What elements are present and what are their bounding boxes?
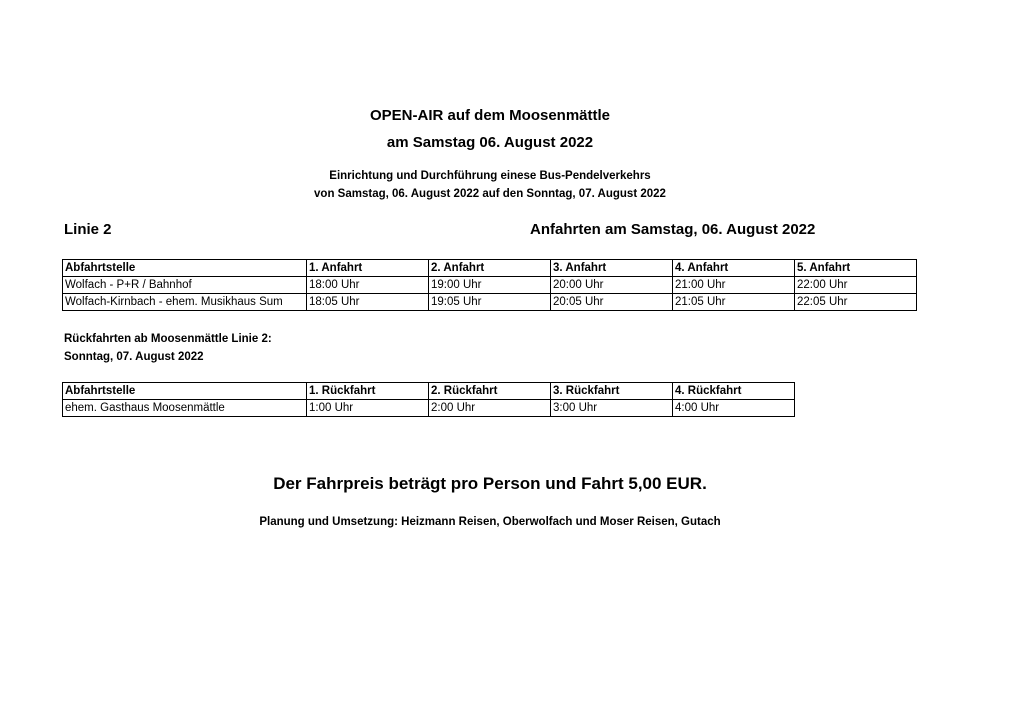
table-cell: 2:00 Uhr: [429, 400, 551, 417]
subtitle-line-2: von Samstag, 06. August 2022 auf den Sonntag, 07. August 2022: [314, 188, 666, 200]
table-cell: 19:00 Uhr: [429, 277, 551, 294]
table-row: [63, 294, 917, 311]
header-cell: 1. Anfahrt: [307, 260, 429, 277]
table-cell: 22:00 Uhr: [795, 277, 917, 294]
header-cell: 2. Rückfahrt: [429, 383, 551, 400]
table-cell: 20:05 Uhr: [551, 294, 673, 311]
table-cell: Wolfach-Kirnbach - ehem. Musikhaus Sum: [63, 294, 307, 311]
header-cell: 4. Anfahrt: [673, 260, 795, 277]
table-row: [63, 400, 795, 417]
table-row: [63, 277, 917, 294]
header-cell: 1. Rückfahrt: [307, 383, 429, 400]
returns-heading-line-2: Sonntag, 07. August 2022: [64, 351, 204, 363]
table-cell: 19:05 Uhr: [429, 294, 551, 311]
departures-heading: Anfahrten am Samstag, 06. August 2022: [530, 221, 816, 238]
header-cell: 4. Rückfahrt: [673, 383, 795, 400]
header-cell: 5. Anfahrt: [795, 260, 917, 277]
header-cell: 3. Anfahrt: [551, 260, 673, 277]
table-cell: 20:00 Uhr: [551, 277, 673, 294]
table-cell: 4:00 Uhr: [673, 400, 795, 417]
title-line-1: OPEN-AIR auf dem Moosenmättle: [369, 107, 611, 124]
returns-heading-line-1: Rückfahrten ab Moosenmättle Linie 2:: [64, 333, 272, 345]
table-cell: Wolfach - P+R / Bahnhof: [63, 277, 307, 294]
returns-table: [62, 382, 795, 417]
title-line-2: am Samstag 06. August 2022: [386, 134, 594, 151]
table-cell: 18:05 Uhr: [307, 294, 429, 311]
header-cell: 3. Rückfahrt: [551, 383, 673, 400]
table-cell: 18:00 Uhr: [307, 277, 429, 294]
table-header-row: [63, 383, 795, 400]
header-cell: Abfahrtstelle: [63, 383, 307, 400]
table-header-row: [63, 260, 917, 277]
table-cell: 3:00 Uhr: [551, 400, 673, 417]
table-cell: ehem. Gasthaus Moosenmättle: [63, 400, 307, 417]
subtitle-line-1: Einrichtung und Durchführung einese Bus-Pendelverkehrs: [329, 170, 651, 182]
line-label: Linie 2: [64, 221, 112, 238]
table-cell: 21:05 Uhr: [673, 294, 795, 311]
header-cell: Abfahrtstelle: [63, 260, 307, 277]
credits: Planung und Umsetzung: Heizmann Reisen, Oberwolfach und Moser Reisen, Gutach: [259, 516, 721, 528]
header-cell: 2. Anfahrt: [429, 260, 551, 277]
price-note: Der Fahrpreis beträgt pro Person und Fahrt 5,00 EUR.: [273, 474, 707, 493]
table-cell: 1:00 Uhr: [307, 400, 429, 417]
page-subtitle: [0, 167, 980, 203]
returns-heading: [64, 330, 272, 366]
departures-table: [62, 259, 917, 311]
table-cell: 21:00 Uhr: [673, 277, 795, 294]
table-cell: 22:05 Uhr: [795, 294, 917, 311]
page-title: [0, 106, 980, 153]
